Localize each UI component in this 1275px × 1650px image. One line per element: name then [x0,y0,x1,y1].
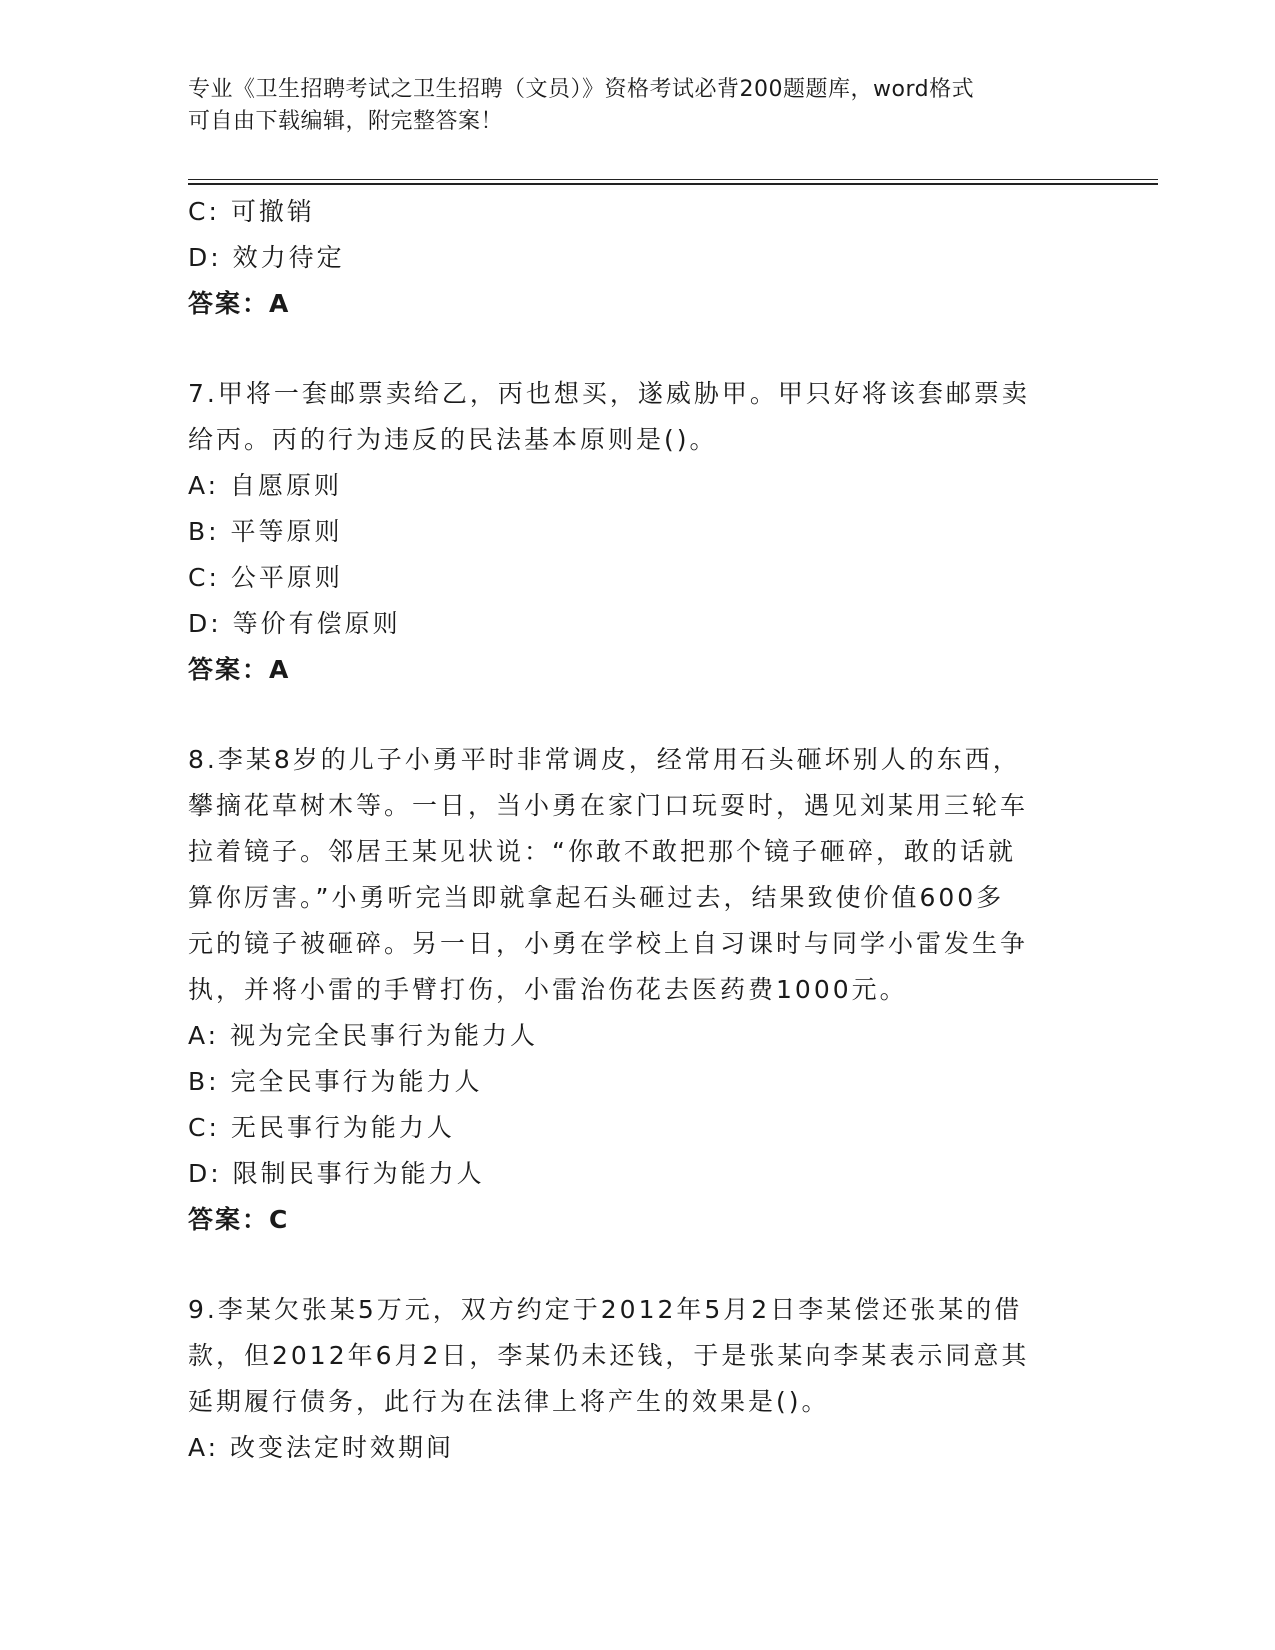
option-c: C: 无民事行为能力人 [188,1113,455,1142]
question-stem-line: 攀摘花草树木等。一日，当小勇在家门口玩耍时，遇见刘某用三轮车 [188,791,1029,820]
spacer [188,693,1108,737]
question-8 [188,737,1108,1243]
header-line-2: 可自由下载编辑，附完整答案！ [188,109,504,134]
option-a: A: 改变法定时效期间 [188,1433,455,1462]
question-stem-line: 拉着镜子。邻居王某见状说：“你敢不敢把那个镜子砸碎，敢的话就 [188,837,1016,866]
option-b: B: 完全民事行为能力人 [188,1067,483,1096]
question-9 [188,1287,1108,1471]
question-stem-line: 元的镜子被砸碎。另一日，小勇在学校上自习课时与同学小雷发生争 [188,929,1029,958]
document-header [188,74,1068,138]
question-stem-line: 9.李某欠张某5万元，双方约定于2012年5月2日李某偿还张某的借 [188,1295,1023,1324]
option-d: D: 效力待定 [188,243,345,272]
question-stem-line: 7.甲将一套邮票卖给乙，丙也想买，遂威胁甲。甲只好将该套邮票卖 [188,379,1030,408]
question-7 [188,371,1108,693]
option-a: A: 视为完全民事行为能力人 [188,1021,539,1050]
question-stem-line: 延期履行债务，此行为在法律上将产生的效果是()。 [188,1387,830,1416]
answer-line: 答案：A [188,655,291,684]
question-stem-line: 款，但2012年6月2日，李某仍未还钱，于是张某向李某表示同意其 [188,1341,1030,1370]
option-b: B: 平等原则 [188,517,343,546]
question-6 [188,189,1108,327]
question-stem-line: 算你厉害。”小勇听完当即就拿起石头砸过去，结果致使价值600多 [188,883,1005,912]
question-content [188,189,1108,1471]
option-d: D: 等价有偿原则 [188,609,401,638]
header-divider-thick [188,183,1158,185]
answer-line: 答案：A [188,289,291,318]
option-c: C: 公平原则 [188,563,343,592]
option-a: A: 自愿原则 [188,471,343,500]
header-line-1: 专业《卫生招聘考试之卫生招聘（文员）》资格考试必背200题题库，word格式 [188,77,975,102]
question-stem-line: 给丙。丙的行为违反的民法基本原则是()。 [188,425,718,454]
question-stem-line: 8.李某8岁的儿子小勇平时非常调皮，经常用石头砸坏别人的东西， [188,745,1021,774]
header-divider-thin [188,179,1158,180]
answer-line: 答案：C [188,1205,290,1234]
option-d: D: 限制民事行为能力人 [188,1159,485,1188]
question-stem-line: 执，并将小雷的手臂打伤，小雷治伤花去医药费1000元。 [188,975,908,1004]
option-c: C: 可撤销 [188,197,315,226]
spacer [188,1243,1108,1287]
spacer [188,327,1108,371]
